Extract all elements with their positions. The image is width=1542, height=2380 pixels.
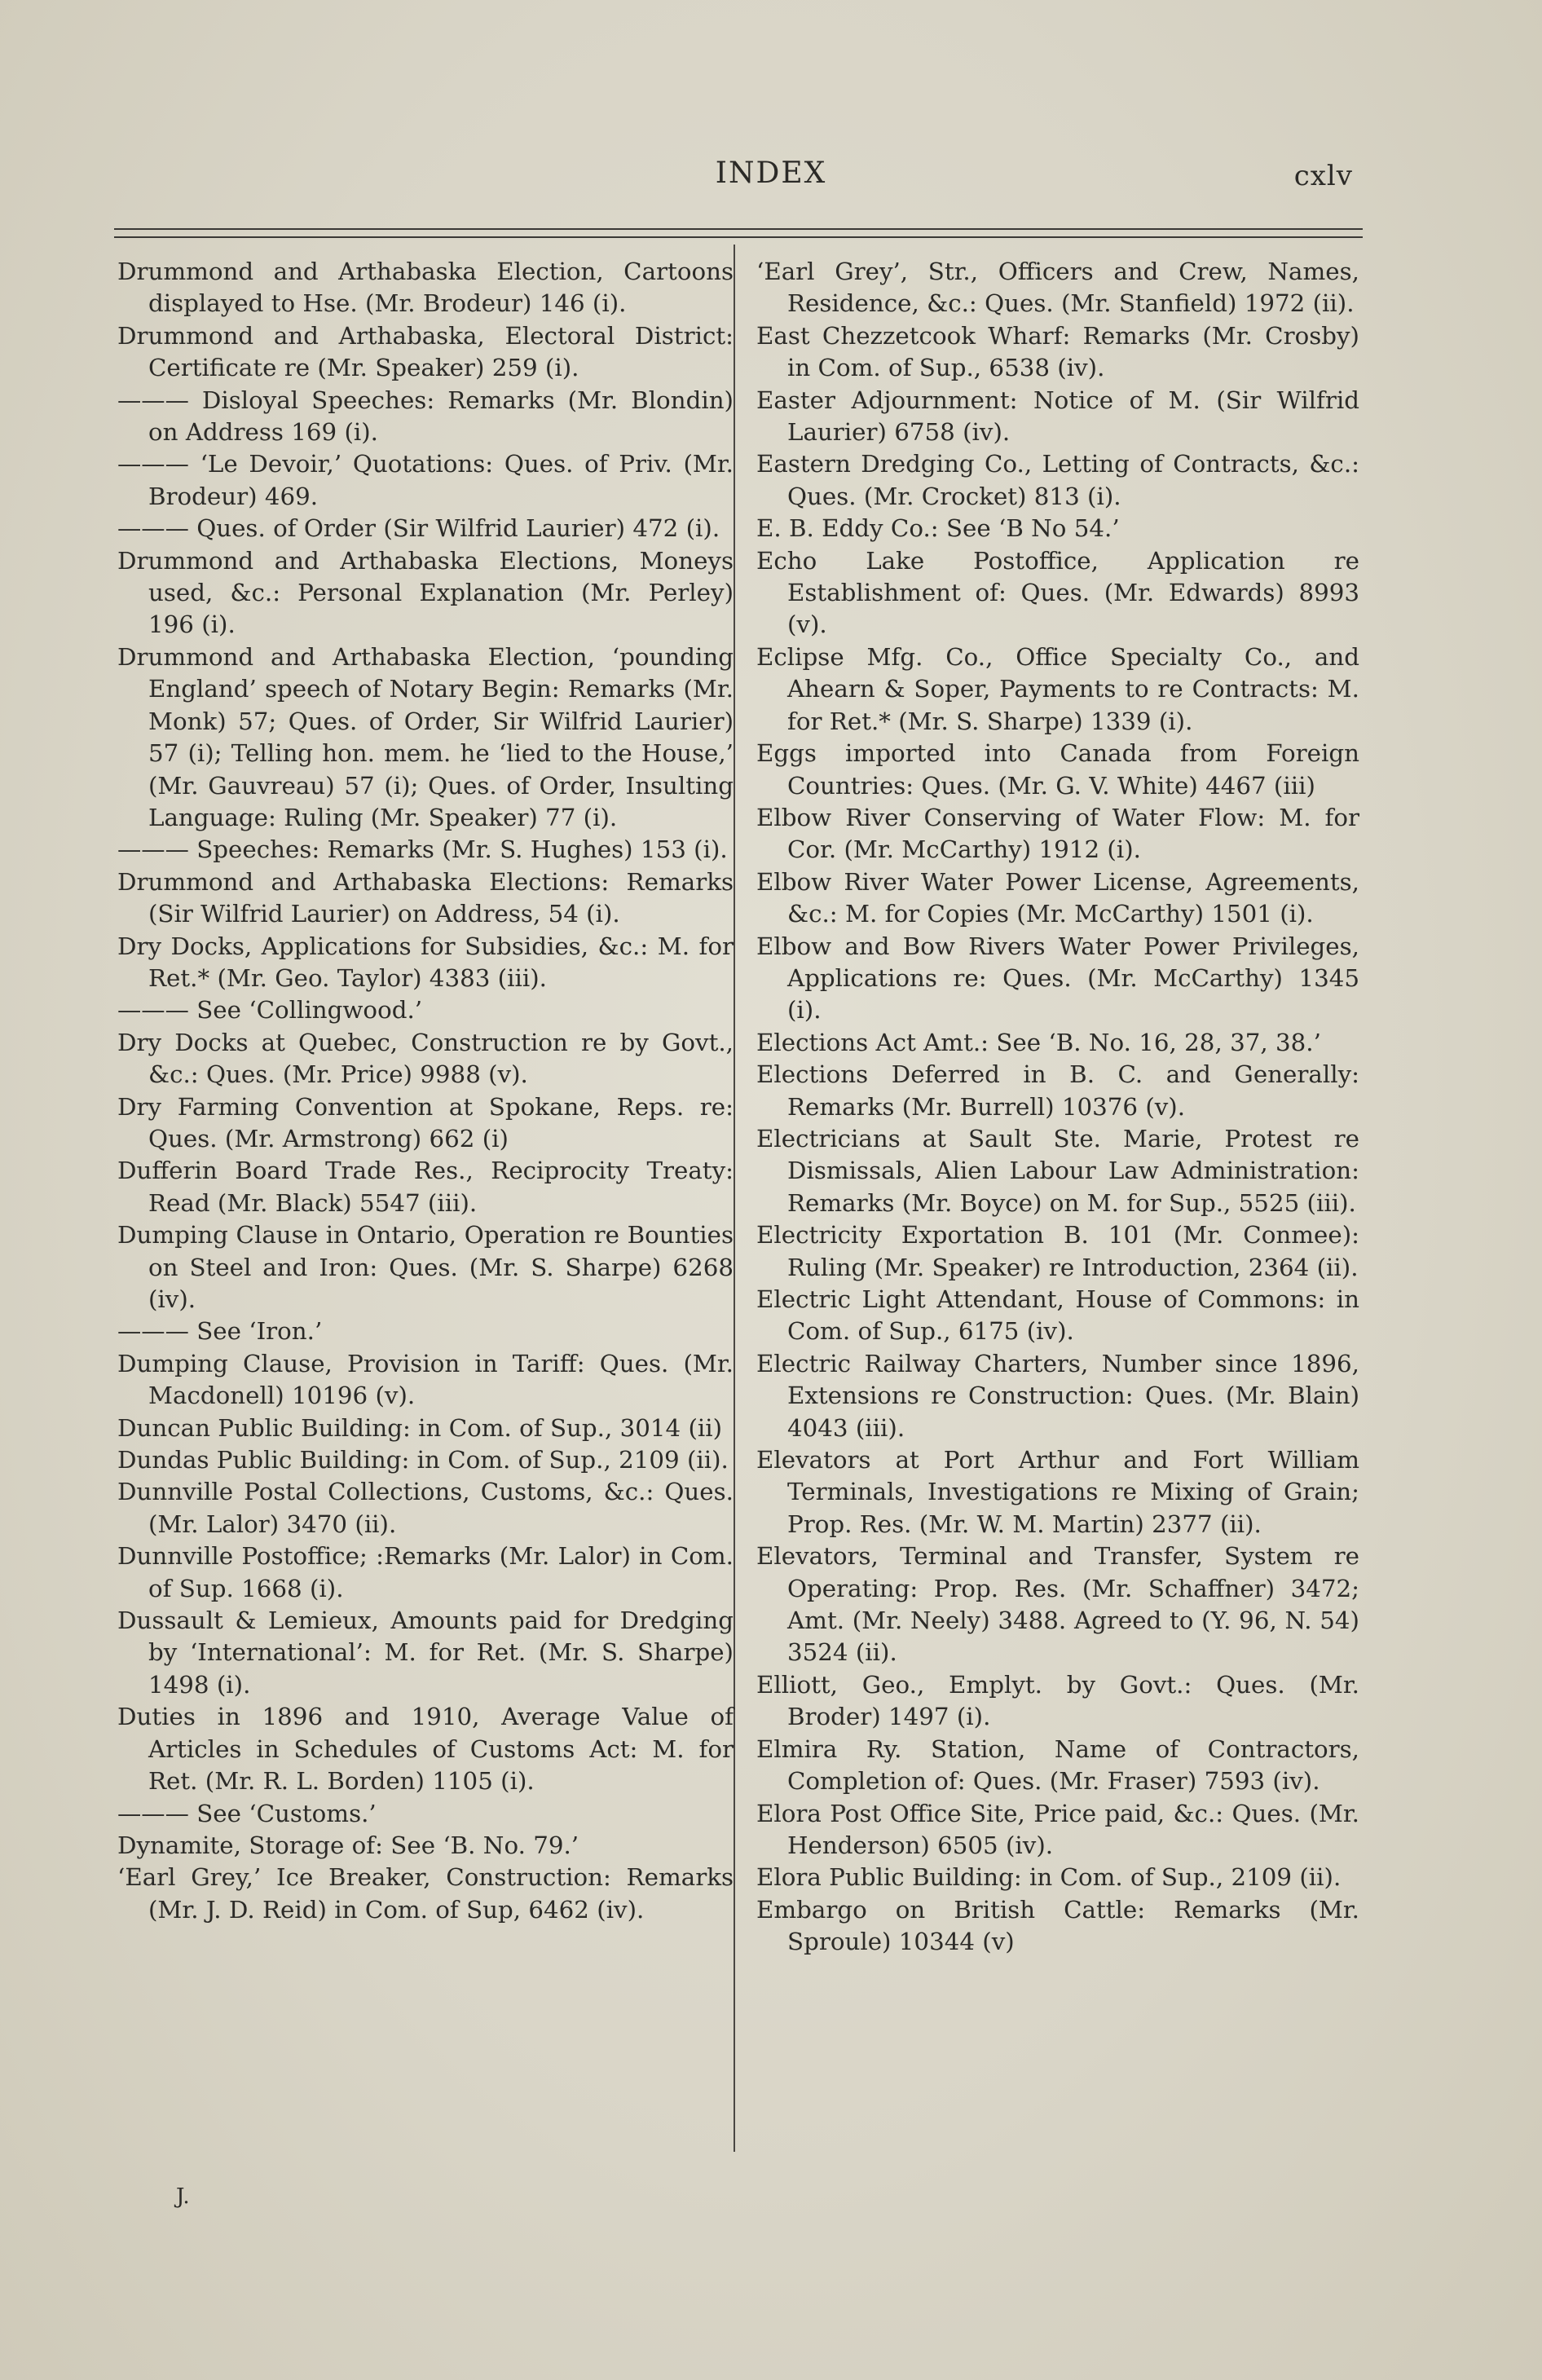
- index-entry: E. B. Eddy Co.: See ‘B No 54.’: [756, 514, 1120, 543]
- index-entry: Elora Post Office Site, Price paid, &c.: Ques. (Mr. Henderson) 6505 (iv).: [756, 1799, 1359, 1859]
- index-entry: Dynamite, Storage of: See ‘B. No. 79.’: [117, 1831, 579, 1859]
- index-entry: ——— See ‘Collingwood.’: [117, 996, 423, 1025]
- index-entry: Dundas Public Building: in Com. of Sup., 2109 (ii).: [117, 1446, 729, 1474]
- index-entry: Echo Lake Postoffice, Application re Establishment of: Ques. (Mr. Edwards) 8993 (v).: [756, 546, 1359, 639]
- header-rule-top: [114, 228, 1363, 230]
- index-entry: Dussault & Lemieux, Amounts paid for Dredging by ‘International’: M. for Ret. (Mr. S. Sharpe) 1498 (i).: [117, 1606, 734, 1699]
- index-entry: Elbow River Water Power License, Agreements, &c.: M. for Copies (Mr. McCarthy) 1501 (i).: [756, 867, 1359, 928]
- index-entry: ——— ‘Le Devoir,’ Quotations: Ques. of Priv. (Mr. Brodeur) 469.: [117, 450, 734, 510]
- index-entry: Dunnville Postal Collections, Customs, &c.: Ques. (Mr. Lalor) 3470 (ii).: [117, 1478, 734, 1538]
- index-entry: Electric Light Attendant, House of Commons: in Com. of Sup., 6175 (iv).: [756, 1285, 1359, 1346]
- index-entry: Eggs imported into Canada from Foreign Countries: Ques. (Mr. G. V. White) 4467 (iii): [756, 739, 1359, 800]
- index-entry: Electricity Exportation B. 101 (Mr. Conmee): Ruling (Mr. Speaker) re Introduction, 2364 (ii).: [756, 1221, 1359, 1281]
- index-entry: Dunnville Postoffice; :Remarks (Mr. Lalor) in Com. of Sup. 1668 (i).: [117, 1542, 734, 1602]
- index-entry: Drummond and Arthabaska Elections: Remarks (Sir Wilfrid Laurier) on Address, 54 (i).: [117, 867, 734, 928]
- index-entry: Elevators, Terminal and Transfer, System re Operating: Prop. Res. (Mr. Schaffner) 3472; Amt. (Mr. Neely) 3488. Agreed to (Y. 96, N. 54) 3524 (ii).: [756, 1542, 1359, 1667]
- index-entry: Eastern Dredging Co., Letting of Contracts, &c.: Ques. (Mr. Crocket) 813 (i).: [756, 450, 1359, 510]
- index-entry: ——— Ques. of Order (Sir Wilfrid Laurier) 472 (i).: [117, 514, 720, 543]
- index-entry: Eclipse Mfg. Co., Office Specialty Co., and Ahearn & Soper, Payments to re Contracts: M. for Ret.* (Mr. S. Sharpe) 1339 (i).: [756, 642, 1359, 735]
- index-entry: East Chezzetcook Wharf: Remarks (Mr. Crosby) in Com. of Sup., 6538 (iv).: [756, 321, 1359, 382]
- index-entry: ‘Earl Grey,’ Ice Breaker, Construction: Remarks (Mr. J. D. Reid) in Com. of Sup, 6462 (iv).: [117, 1863, 734, 1924]
- page-number: cxlv: [1293, 160, 1353, 192]
- column-divider: [734, 245, 735, 2152]
- index-entry: Elbow River Conserving of Water Flow: M. for Cor. (Mr. McCarthy) 1912 (i).: [756, 803, 1359, 864]
- index-entry: ——— See ‘Customs.’: [117, 1799, 377, 1827]
- index-entry: Duncan Public Building: in Com. of Sup., 3014 (ii): [117, 1413, 723, 1442]
- index-entry: Easter Adjournment: Notice of M. (Sir Wilfrid Laurier) 6758 (iv).: [756, 386, 1359, 447]
- index-entry: ——— Disloyal Speeches: Remarks (Mr. Blondin) on Address 169 (i).: [117, 386, 734, 447]
- index-entry: Drummond and Arthabaska, Electoral District: Certificate re (Mr. Speaker) 259 (i).: [117, 321, 734, 382]
- index-entry: ‘Earl Grey’, Str., Officers and Crew, Names, Residence, &c.: Ques. (Mr. Stanfield) 1972 (ii).: [756, 258, 1359, 318]
- index-entry: Dumping Clause in Ontario, Operation re Bounties on Steel and Iron: Ques. (Mr. S. Sharpe) 6268 (iv).: [117, 1221, 734, 1313]
- index-entry: Elections Act Amt.: See ‘B. No. 16, 28, 37, 38.’: [756, 1028, 1321, 1056]
- index-entry: Drummond and Arthabaska Election, Cartoons displayed to Hse. (Mr. Brodeur) 146 (i).: [117, 258, 734, 318]
- index-entry: Drummond and Arthabaska Election, ‘pounding England’ speech of Notary Begin: Remarks (Mr. Monk) 57; Ques. of Order, Sir Wilfrid Laurier) 57 (i); Telling hon. mem. he ‘lied to the House,’ (Mr. Gauvreau) 57 (i); Ques. of Order, Insulting Language: Ruling (Mr. Speaker) 77 (i).: [117, 642, 734, 831]
- index-entry: ——— See ‘Iron.’: [117, 1317, 323, 1346]
- index-entry: ——— Speeches: Remarks (Mr. S. Hughes) 153 (i).: [117, 835, 728, 864]
- index-entry: Dufferin Board Trade Res., Reciprocity Treaty: Read (Mr. Black) 5547 (iii).: [117, 1157, 734, 1217]
- right-column: [756, 256, 1359, 1959]
- index-entry: Duties in 1896 and 1910, Average Value of Articles in Schedules of Customs Act: M. for Ret. (Mr. R. L. Borden) 1105 (i).: [117, 1703, 734, 1796]
- index-entry: Elections Deferred in B. C. and Generally: Remarks (Mr. Burrell) 10376 (v).: [756, 1060, 1359, 1121]
- index-entry: Electricians at Sault Ste. Marie, Protest re Dismissals, Alien Labour Law Administration: Remarks (Mr. Boyce) on M. for Sup., 5525 (iii).: [756, 1124, 1359, 1217]
- index-entry: Elliott, Geo., Emplyt. by Govt.: Ques. (Mr. Broder) 1497 (i).: [756, 1670, 1359, 1731]
- header-rule-bottom: [114, 236, 1363, 238]
- index-entry: Elmira Ry. Station, Name of Contractors, Completion of: Ques. (Mr. Fraser) 7593 (iv).: [756, 1734, 1359, 1796]
- index-entry: Electric Railway Charters, Number since 1896, Extensions re Construction: Ques. (Mr. Blain) 4043 (iii).: [756, 1349, 1359, 1442]
- index-entry: Dry Farming Convention at Spokane, Reps. re: Ques. (Mr. Armstrong) 662 (i): [117, 1092, 734, 1153]
- index-entry: Elora Public Building: in Com. of Sup., 2109 (ii).: [756, 1863, 1342, 1892]
- left-column: [117, 256, 734, 1926]
- index-entry: Drummond and Arthabaska Elections, Moneys used, &c.: Personal Explanation (Mr. Perley) 196 (i).: [117, 546, 734, 639]
- index-entry: Dry Docks, Applications for Subsidies, &c.: M. for Ret.* (Mr. Geo. Taylor) 4383 (iii).: [117, 932, 734, 992]
- index-entry: Dry Docks at Quebec, Construction re by Govt., &c.: Ques. (Mr. Price) 9988 (v).: [117, 1028, 734, 1089]
- index-entry: Elbow and Bow Rivers Water Power Privileges, Applications re: Ques. (Mr. McCarthy) 1345 (i).: [756, 932, 1359, 1025]
- page-title: INDEX: [715, 156, 827, 190]
- index-entry: Embargo on British Cattle: Remarks (Mr. Sproule) 10344 (v): [756, 1895, 1359, 1956]
- index-entry: Elevators at Port Arthur and Fort William Terminals, Investigations re Mixing of Grain; Prop. Res. (Mr. W. M. Martin) 2377 (ii).: [756, 1446, 1359, 1538]
- signature-mark: J.: [176, 2184, 190, 2209]
- index-entry: Dumping Clause, Provision in Tariff: Ques. (Mr. Macdonell) 10196 (v).: [117, 1349, 734, 1410]
